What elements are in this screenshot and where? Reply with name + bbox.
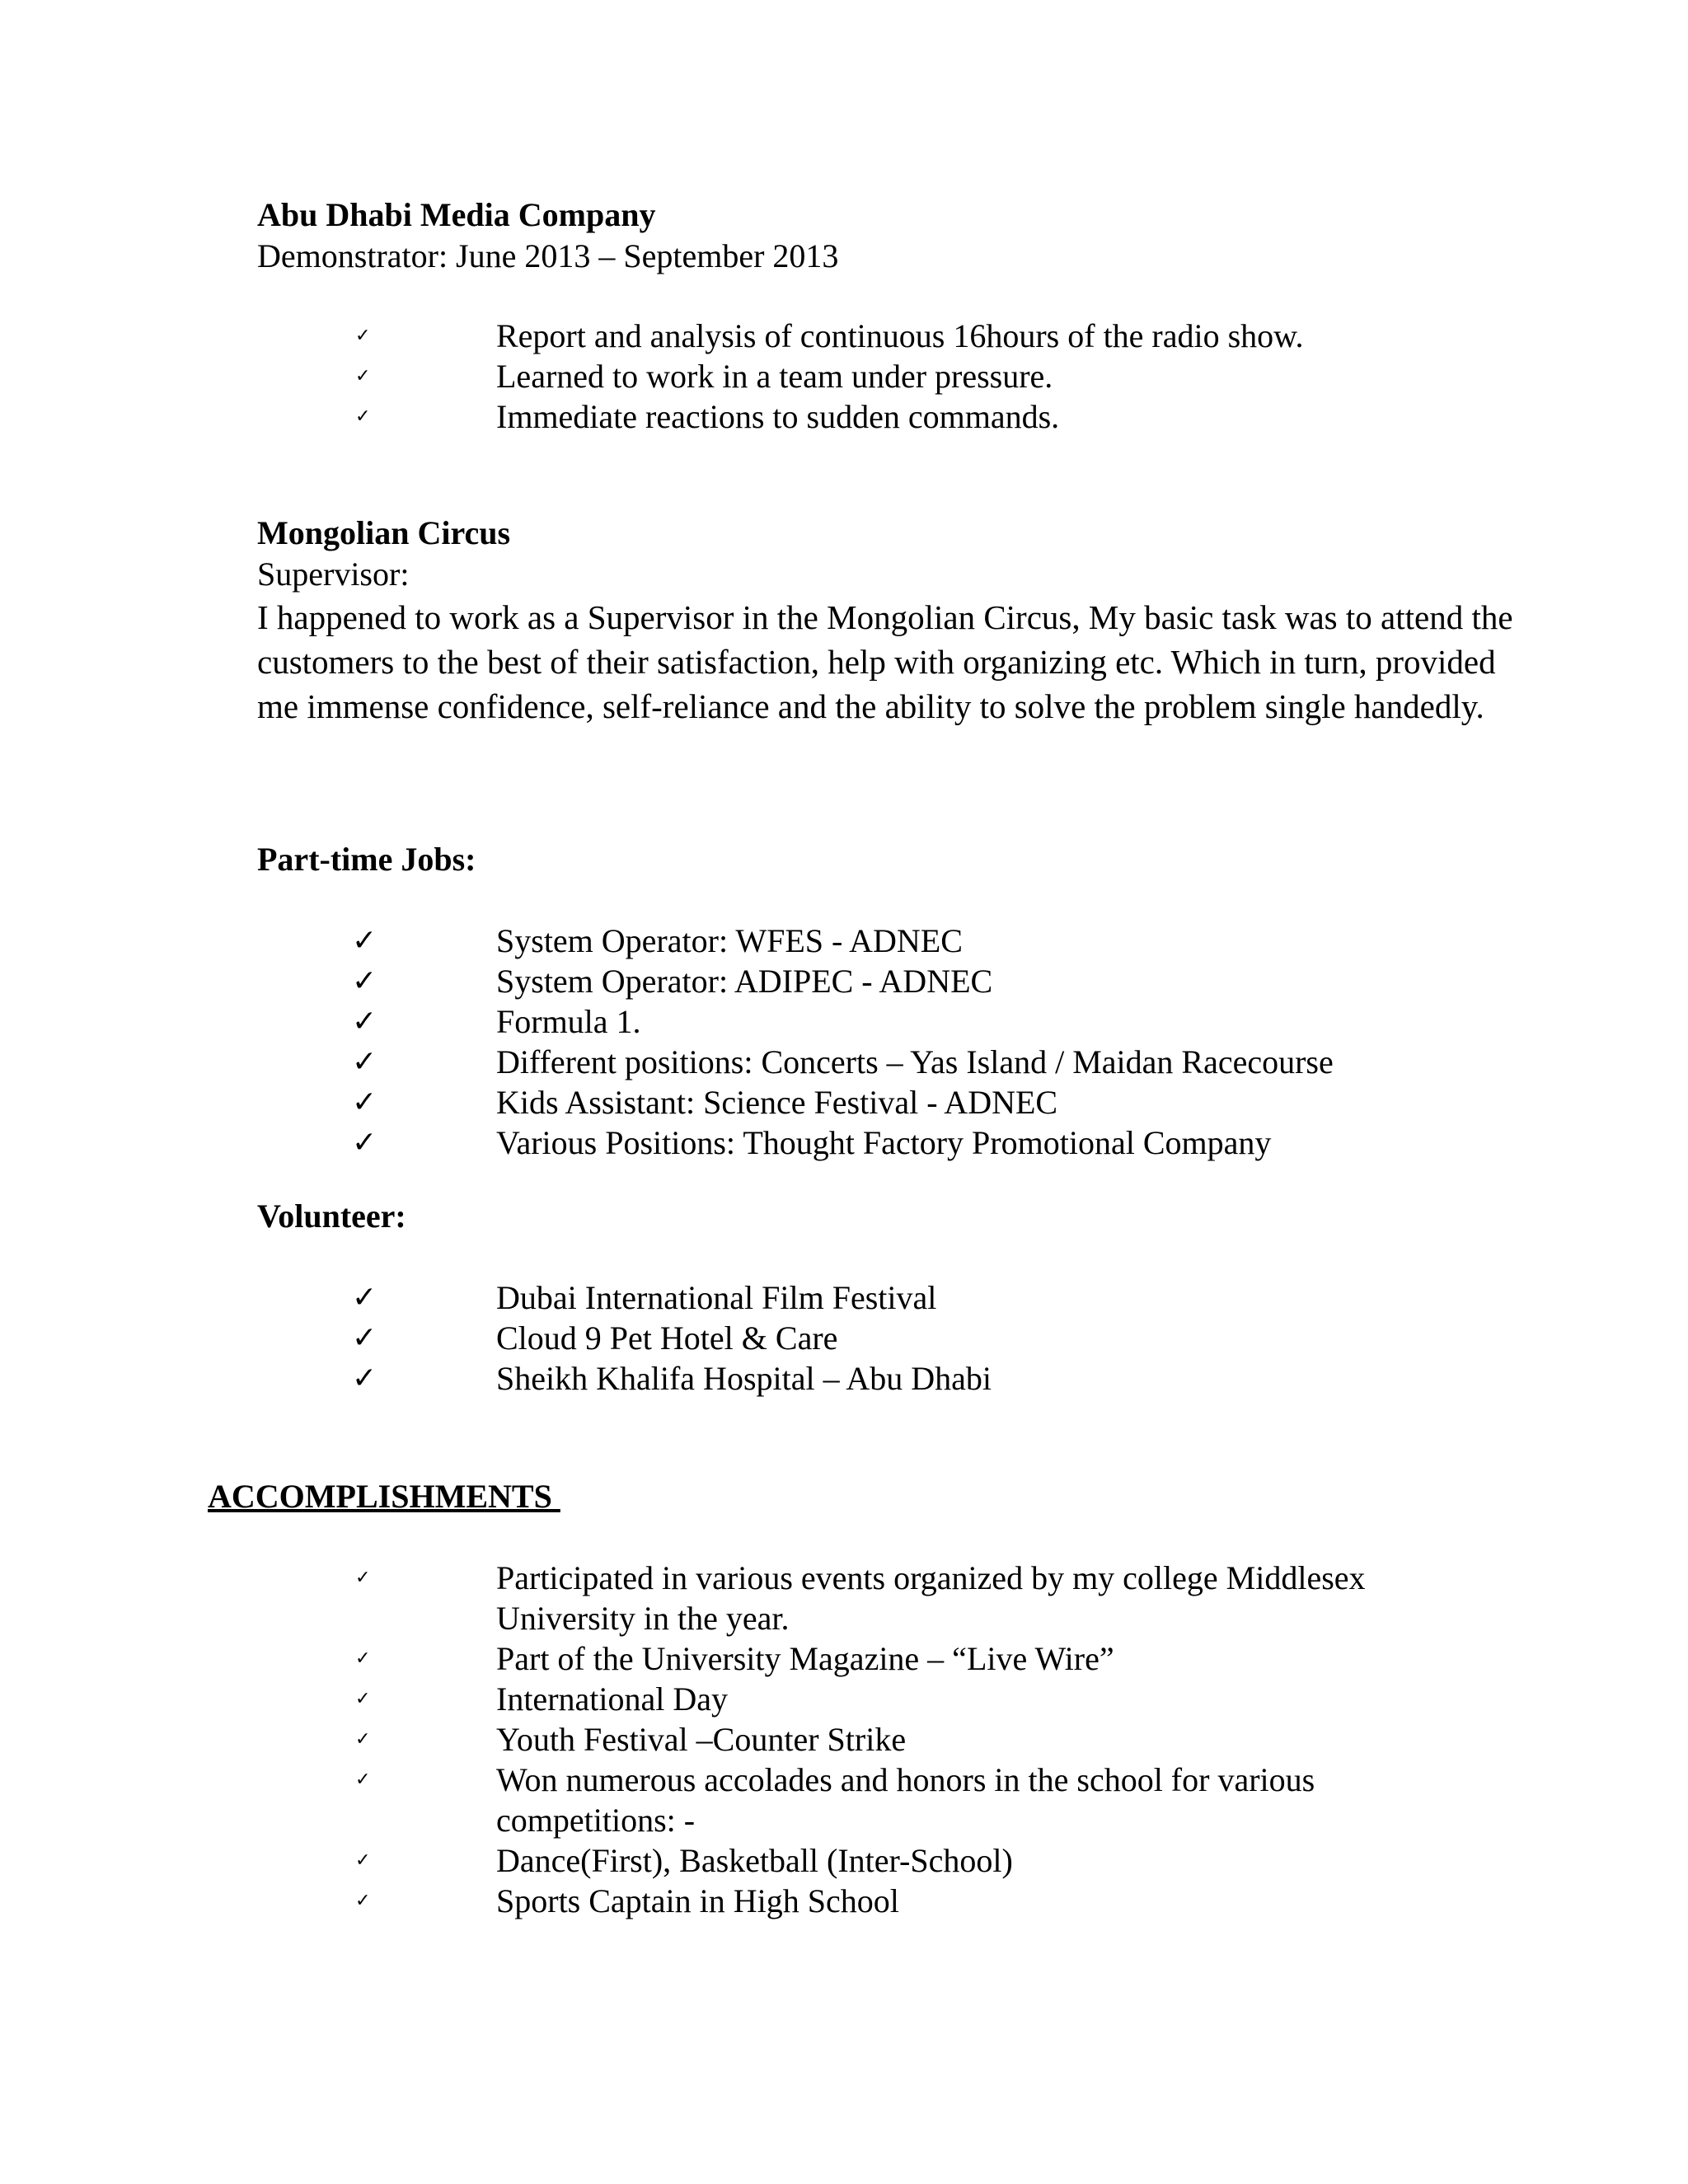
volunteer-heading-block	[257, 1196, 406, 1237]
check-icon: ✓	[355, 1769, 371, 1790]
check-icon: ✓	[355, 1648, 371, 1669]
check-icon: ✓	[352, 1005, 377, 1038]
section-heading: Part-time Jobs:	[257, 841, 476, 878]
part-time-list	[352, 921, 1547, 1163]
check-icon: ✓	[355, 1850, 371, 1871]
check-icon: ✓	[352, 1045, 377, 1079]
check-icon: ✓	[352, 964, 377, 998]
check-icon: ✓	[355, 406, 371, 427]
check-icon: ✓	[352, 1085, 377, 1119]
list-item: ✓ Various Positions: Thought Factory Promotional Company	[352, 1124, 1272, 1161]
check-icon: ✓	[352, 1281, 377, 1315]
volunteer-list	[352, 1277, 1547, 1399]
list-item: ✓ Won numerous accolades and honors in the school for various competitions: -	[352, 1760, 1374, 1840]
list-item: ✓ International Day	[352, 1679, 1374, 1719]
abu-dhabi-section	[257, 194, 838, 277]
list-item: ✓ Different positions: Concerts – Yas Island / Maidan Racecourse	[352, 1043, 1334, 1080]
accomplishments-list	[352, 1558, 1374, 1921]
list-item: ✓ Formula 1.	[352, 1003, 641, 1040]
check-icon: ✓	[355, 326, 371, 346]
section-heading: ACCOMPLISHMENTS	[208, 1478, 560, 1515]
list-item: ✓ Sheikh Khalifa Hospital – Abu Dhabi	[352, 1360, 992, 1397]
check-icon: ✓	[355, 1568, 371, 1588]
company-title: Abu Dhabi Media Company	[257, 196, 656, 233]
list-item: ✓ Kids Assistant: Science Festival - ADNEC	[352, 1084, 1058, 1121]
check-icon: ✓	[352, 924, 377, 958]
accomplishments-heading-block	[208, 1476, 560, 1517]
section-heading: Volunteer:	[257, 1197, 406, 1235]
check-icon: ✓	[355, 1891, 371, 1911]
list-item: ✓ Dance(First), Basketball (Inter-School)	[352, 1840, 1374, 1881]
check-icon: ✓	[352, 1126, 377, 1160]
role-line: Supervisor:	[257, 555, 410, 593]
list-item: ✓ Youth Festival –Counter Strike	[352, 1719, 1374, 1760]
list-item: ✓ Learned to work in a team under pressure.	[352, 356, 1506, 396]
check-icon: ✓	[355, 366, 371, 387]
list-item: ✓ Dubai International Film Festival	[352, 1279, 937, 1316]
list-item: ✓ Immediate reactions to sudden commands.	[352, 396, 1506, 437]
job-description: I happened to work as a Supervisor in the Mongolian Circus, My basic task was to attend the customers to the best of their satisfaction, help with organizing etc. Which in turn, provided me immense confidence, self-reliance and the ability to solve the problem single handedly.	[257, 598, 1513, 725]
list-item: ✓ Sports Captain in High School	[352, 1881, 1374, 1921]
list-item: ✓ System Operator: ADIPEC - ADNEC	[352, 963, 993, 1000]
list-item: ✓ System Operator: WFES - ADNEC	[352, 922, 963, 959]
role-line: Demonstrator: June 2013 – September 2013	[257, 237, 839, 274]
list-item: ✓ Cloud 9 Pet Hotel & Care	[352, 1319, 838, 1357]
check-icon: ✓	[352, 1321, 377, 1355]
company-title: Mongolian Circus	[257, 514, 511, 551]
list-item: ✓ Report and analysis of continuous 16hours of the radio show.	[352, 316, 1506, 356]
circus-section	[257, 513, 1518, 729]
check-icon: ✓	[355, 1729, 371, 1750]
check-icon: ✓	[355, 1689, 371, 1709]
check-icon: ✓	[352, 1361, 377, 1395]
list-item: ✓ Participated in various events organized by my college Middlesex University in the year.	[352, 1558, 1374, 1638]
abu-dhabi-bullets	[352, 316, 1506, 437]
list-item: ✓ Part of the University Magazine – “Live Wire”	[352, 1638, 1374, 1679]
part-time-heading-block	[257, 839, 476, 880]
